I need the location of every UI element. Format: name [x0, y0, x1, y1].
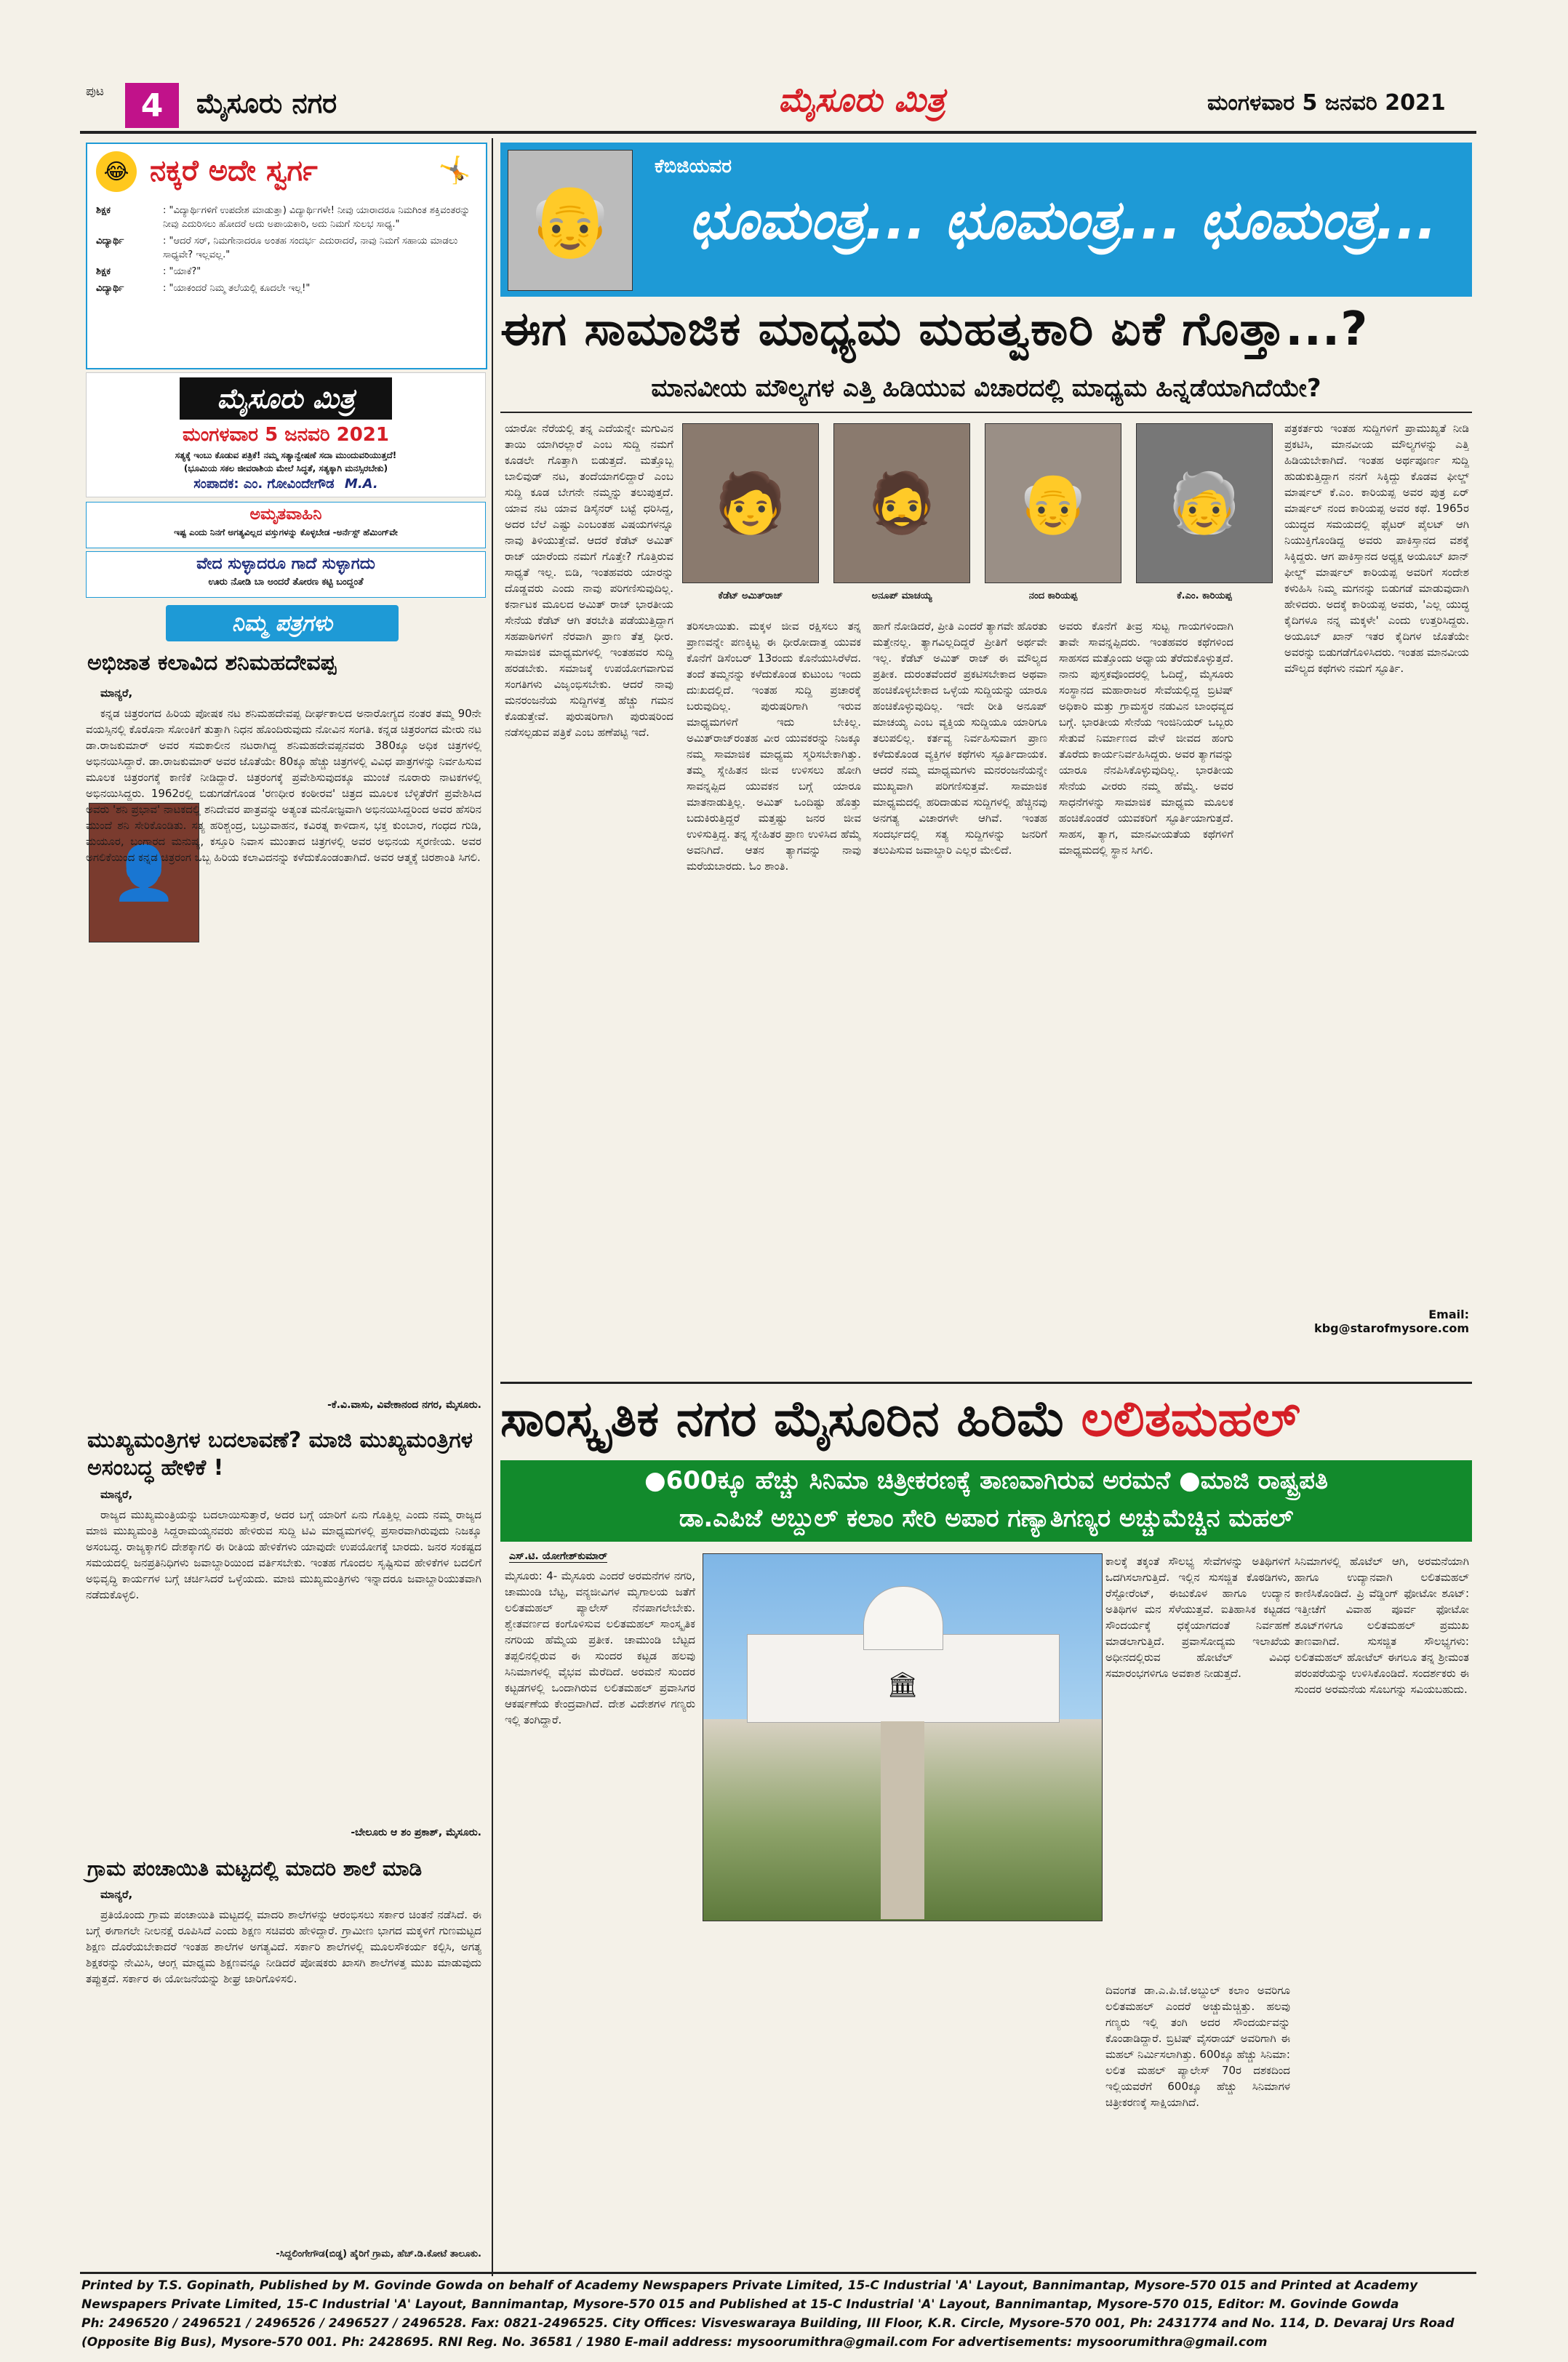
column-text-5: ಪತ್ರಕರ್ತರು ಇಂತಹ ಸುದ್ದಿಗಳಿಗೆ ಪ್ರಾಮುಖ್ಯತೆ ನೀಡಿ ಪ್ರಕಟಿಸಿ, ಮಾನವೀಯ ಮೌಲ್ಯಗಳನ್ನು ಎತ್ತಿ ಹಿಡಿಯಬೇಕಾಗಿದೆ. ಇಂತಹ ಅರ್ಥಪೂರ್ಣ ಸುದ್ದಿ ಹುಡುಕುತ್ತಿದ್ದಾಗ ನನಗೆ ಸಿಕ್ಕಿದ್ದು ಕೊಡವ ಫೀಲ್ಡ್ ಮಾರ್ಷಲ್ ಕೆ.ಎಂ. ಕಾರಿಯಪ್ಪ ಅವರ ಪುತ್ರ ಏರ್ ಮಾರ್ಷಲ್ ನಂದ ಕಾರಿಯಪ್ಪ ಅವರ ಕಥೆ. 1965ರ ಯುದ್ಧದ ಸಮಯದಲ್ಲಿ ಫೈಟರ್ ಪೈಲಟ್ ಆಗಿ ನಿಯುಕ್ತಿಗೊಂಡಿದ್ದ ಅವರು ಪಾಕಿಸ್ತಾನದ ವಶಕ್ಕೆ ಸಿಕ್ಕಿದ್ದರು. ಆಗ ಪಾಕಿಸ್ತಾನದ ಅಧ್ಯಕ್ಷ ಅಯೂಬ್ ಖಾನ್ ಫೀಲ್ಡ್ ಮಾರ್ಷಲ್ ಕಾರಿಯಪ್ಪ ಅವರಿಗೆ ಸಂದೇಶ ಕಳುಹಿಸಿ ನಿಮ್ಮ ಮಗನನ್ನು ಬಿಡುಗಡೆ ಮಾಡುವುದಾಗಿ ಹೇಳಿದರು. ಅದಕ್ಕೆ ಕಾರಿಯಪ್ಪ ಅವರು, 'ಎಲ್ಲ ಯುದ್ಧ ಕೈದಿಗಳೂ ನನ್ನ ಮಕ್ಕಳೇ' ಎಂದು ಉತ್ತರಿಸಿದ್ದರು. ಅಯೂಬ್ ಖಾನ್ ಇತರ ಕೈದಿಗಳ ಜೊತೆಯೇ ಅವರನ್ನು ಬಿಡುಗಡೆಗೊಳಿಸಿದರು. ಇಂತಹ ಮಾನವೀಯ ಮೌಲ್ಯದ ಕಥೆಗಳು ನಮಗೆ ಸ್ಫೂರ್ತಿ.: [1284, 422, 1469, 675]
column-title: ಛೂಮಂತ್ರ... ಛೂಮಂತ್ರ... ಛೂಮಂತ್ರ...: [689, 189, 1437, 252]
column-text-2: ತರಿಸಲಾಯಿತು. ಮಕ್ಕಳ ಜೀವ ರಕ್ಷಿಸಲು ತನ್ನ ಪ್ರಾಣವನ್ನೇ ಪಣಕ್ಕಿಟ್ಟ ಈ ಧೀರೋದಾತ್ತ ಯುವಕ ಕೊನೆಗೆ ಡಿಸೆಂಬರ್ 13ರಂದು ಕೊನೆಯುಸಿರೆಳೆದ. ತಂದೆ ತಮ್ಮನನ್ನು ಕಳೆದುಕೊಂಡ ಕುಟುಂಬ ಇಂದು ದುಃಖದಲ್ಲಿದೆ. ಇಂತಹ ಸುದ್ದಿ ಪ್ರಚಾರಕ್ಕೆ ಬರುವುದಿಲ್ಲ. ಪುರುಷರಿಗಾಗಿ ಇರುವ ಮಾಧ್ಯಮಗಳಿಗೆ ಇದು ಬೇಕಿಲ್ಲ. ಅಮಿತ್‌ರಾಜ್‌ರಂತಹ ವೀರ ಯುವಕರನ್ನು ನಿಜಕ್ಕೂ ನಮ್ಮ ಸಾಮಾಜಿಕ ಮಾಧ್ಯಮ ಸ್ಮರಿಸಬೇಕಾಗಿತ್ತು. ತಮ್ಮ ಸ್ನೇಹಿತನ ಜೀವ ಉಳಿಸಲು ಹೋಗಿ ಸಾವನ್ನಪ್ಪಿದ ಯುವಕನ ಬಗ್ಗೆ ಯಾರೂ ಮಾತನಾಡುತ್ತಿಲ್ಲ. ಅಮಿತ್ ಒಂದಿಷ್ಟು ಹೊತ್ತು ಬದುಕಿರುತ್ತಿದ್ದರೆ ಮತ್ತಷ್ಟು ಜನರ ಜೀವ ಉಳಿಸುತ್ತಿದ್ದ. ತನ್ನ ಸ್ನೇಹಿತರ ಪ್ರಾಣ ಉಳಿಸಿದ ಹೆಮ್ಮೆ ಅವನಿಗಿದೆ. ಆತನ ತ್ಯಾಗವನ್ನು ನಾವು ಮರೆಯಬಾರದು. ಓಂ ಶಾಂತಿ.: [687, 620, 861, 873]
humor-text: : "ಆದರೆ ಸರ್, ನಿಮಗೇನಾದರೂ ಅಂತಹ ಸಂದರ್ಭ ಎದುರಾದರೆ, ನಾವು ನಿಮಗೆ ಸಹಾಯ ಮಾಡಲು ಸಾಧ್ಯವೇ? ಇಲ್ಲವಲ್ಲ.": [163, 236, 458, 260]
photo-amitraj: [682, 423, 819, 601]
header-rule: [80, 131, 1476, 134]
amrutha-box: [86, 502, 486, 548]
lalitha-text-3: ದಿವಂಗತ ಡಾ.ಎ.ಪಿ.ಜೆ.ಅಬ್ದುಲ್ ಕಲಾಂ ಅವರಿಗೂ ಲಲಿತಮಹಲ್ ಎಂದರೆ ಅಚ್ಚುಮೆಚ್ಚಿತ್ತು. ಹಲವು ಗಣ್ಯರು ಇಲ್ಲಿ ತಂಗಿ ಅದರ ಸೌಂದರ್ಯವನ್ನು ಕೊಂಡಾಡಿದ್ದಾರೆ. ಬ್ರಿಟಿಷ್ ವೈಸರಾಯ್ ಅವರಿಗಾಗಿ ಈ ಮಹಲ್ ನಿರ್ಮಿಸಲಾಗಿತ್ತು. 600ಕ್ಕೂ ಹೆಚ್ಚು ಸಿನಿಮಾ: ಲಲಿತ ಮಹಲ್ ಪ್ಯಾಲೇಸ್ 70ರ ದಶಕದಿಂದ ಇಲ್ಲಿಯವರೆಗೆ 600ಕ್ಕೂ ಹೆಚ್ಚು ಸಿನಿಮಾಗಳ ಚಿತ್ರೀಕರಣಕ್ಕೆ ಸಾಕ್ಷಿಯಾಗಿದೆ.: [1105, 1984, 1290, 2109]
masthead-name: ಮೈಸೂರು ಮಿತ್ರ: [217, 382, 355, 415]
letter-signature: -ಕೆ.ವಿ.ವಾಸು, ವಿವೇಕಾನಂದ ನಗರ, ಮೈಸೂರು.: [327, 1399, 481, 1411]
humor-line: [96, 265, 476, 279]
letter-title: ಮುಖ್ಯಮಂತ್ರಿಗಳ ಬದಲಾವಣೆ? ಮಾಜಿ ಮುಖ್ಯಮಂತ್ರಿಗಳ ಅಸಂಬದ್ಧ ಹೇಳಿಕೆ !: [87, 1428, 473, 1481]
lalitha-banner: [500, 1460, 1472, 1542]
imprint-line-1: Printed by T.S. Gopinath, Published by M. Govinde Gowda on behalf of Academy Newspapers Private Limited, 15-C Industrial 'A' Layout, Bannimantap, Mysore-570 015 and Printed at Academy: [81, 2278, 1418, 2293]
letter-salutation: ಮಾನ್ಯರೆ,: [100, 686, 133, 700]
letter-salutation: ಮಾನ್ಯರೆ,: [100, 1488, 133, 1501]
letters-header-label: ನಿಮ್ಮ ಪತ್ರಗಳು: [231, 610, 333, 636]
person-icon: 🧔: [865, 469, 938, 537]
masthead-editor-suffix: M.A.: [344, 476, 378, 492]
palace-dome: [863, 1586, 943, 1650]
lalitha-headline: [500, 1390, 1472, 1454]
letter-salutation: ಮಾನ್ಯರೆ,: [100, 1888, 133, 1901]
letters-header: [86, 604, 484, 644]
column-divider: [492, 138, 493, 2276]
humor-lines: [96, 204, 476, 362]
photo-nanda: [985, 423, 1121, 601]
lalitha-text-2: ಕಾಲಕ್ಕೆ ತಕ್ಕಂತೆ ಸೌಲಭ್ಯ ಸೇವೆಗಳನ್ನು ಅತಿಥಿಗಳಿಗೆ ಒದಗಿಸಲಾಗುತ್ತಿದೆ. ಇಲ್ಲಿನ ಸುಸಜ್ಜಿತ ಕೊಠಡಿಗಳು, ರೆಸ್ಟೋರೆಂಟ್, ಈಜುಕೊಳ ಹಾಗೂ ಉದ್ಯಾನ ಅತಿಥಿಗಳ ಮನ ಸೆಳೆಯುತ್ತವೆ. ಐತಿಹಾಸಿಕ ಕಟ್ಟಡದ ಸೌಂದರ್ಯಕ್ಕೆ ಧಕ್ಕೆಯಾಗದಂತೆ ನಿರ್ವಹಣೆ ಮಾಡಲಾಗುತ್ತಿದೆ. ಪ್ರವಾಸೋದ್ಯಮ ಇಲಾಖೆಯ ಅಧೀನದಲ್ಲಿರುವ ಹೋಟೆಲ್ ವಿವಿಧ ಸಮಾರಂಭಗಳಿಗೂ ಅವಕಾಶ ನೀಡುತ್ತದೆ.: [1105, 1555, 1290, 1680]
photo-anoop: [833, 423, 970, 601]
page-label: ಪುಟ: [86, 84, 104, 99]
humor-box: [86, 143, 487, 369]
palace-icon: 🏛: [887, 1670, 919, 1700]
letter-body: ರಾಜ್ಯದ ಮುಖ್ಯಮಂತ್ರಿಯನ್ನು ಬದಲಾಯಿಸುತ್ತಾರೆ, ಅದರ ಬಗ್ಗೆ ಯಾರಿಗೆ ಏನು ಗೊತ್ತಿಲ್ಲ ಎಂದು ನಮ್ಮ ರಾಜ್ಯದ ಮಾಜಿ ಮುಖ್ಯಮಂತ್ರಿ ಸಿದ್ದರಾಮಯ್ಯನವರು ಹೇಳಿರುವ ಸುದ್ದಿ ಟಿವಿ ಮಾಧ್ಯಮಗಳಲ್ಲಿ ಪ್ರಸಾರವಾಗಿರುವುದು ನಿಜಕ್ಕೂ ಅಸಂಬದ್ಧ. ರಾಜ್ಯಕ್ಕಾಗಲಿ ದೇಶಕ್ಕಾಗಲಿ ಈ ರೀತಿಯ ಹೇಳಿಕೆಗಳು ಯಾವುದೇ ಉಪಯೋಗಕ್ಕೆ ಬಾರದು. ಜನರ ಸಂಕಷ್ಟದ ಸಮಯದಲ್ಲಿ ಜನಪ್ರತಿನಿಧಿಗಳು ಜವಾಬ್ದಾರಿಯಿಂದ ವರ್ತಿಸಬೇಕು. ಇಂತಹ ಗೊಂದಲ ಸೃಷ್ಟಿಸುವ ಹೇಳಿಕೆಗಳ ಬದಲಿಗೆ ಅಭಿವೃದ್ಧಿ ಕಾರ್ಯಗಳ ಬಗ್ಗೆ ಚರ್ಚಿಸಿದರೆ ಒಳ್ಳೆಯದು. ಮಾಜಿ ಮುಖ್ಯಮಂತ್ರಿಗಳು ಇನ್ನಾದರೂ ಜವಾಬ್ದಾರಿಯುತವಾಗಿ ನಡೆದುಕೊಳ್ಳಲಿ.: [86, 1508, 481, 1601]
proverb-title: ವೇದ ಸುಳ್ಳಾದರೂ ಗಾದೆ ಸುಳ್ಳಾಗದು: [196, 555, 375, 573]
letters-header-badge: [166, 605, 399, 641]
masthead-date: ಮಂಗಳವಾರ 5 ಜನವರಿ 2021: [182, 424, 389, 446]
photo-km: [1136, 423, 1273, 601]
letter-title: ಗ್ರಾಮ ಪಂಚಾಯಿತಿ ಮಟ್ಟದಲ್ಲಿ ಮಾದರಿ ಶಾಲೆ ಮಾಡಿ: [87, 1857, 423, 1881]
masthead-editor: ಸಂಪಾದಕ: ಎಂ. ಗೋವಿಂದೇಗೌಡ: [193, 476, 335, 492]
column-banner: [500, 143, 1472, 297]
photo-caption: ಕೆ.ಎಂ. ಕಾರಿಯಪ್ಪ: [1177, 590, 1232, 601]
humor-text: : "ಯಾಕೆ?": [163, 266, 201, 277]
header-date: ಮಂಗಳವಾರ 5 ಜನವರಿ 2021: [1207, 90, 1446, 116]
column-email: [1284, 1308, 1469, 1335]
masthead-logo: [180, 377, 392, 420]
page-header: [80, 80, 1476, 131]
column-author-label: ಕೆಬಿಜಿಯವರ: [655, 156, 732, 177]
letter-signature: -ಸಿದ್ದಲಿಂಗೇಗೌಡ(ಬಿಡ್ಡ) ಹೈರಿಗೆ ಗ್ರಾಮ, ಹೆಚ್.ಡಿ.ಕೋಟೆ ತಾಲೂಕು.: [276, 2249, 481, 2259]
section-title: ಮೈಸೂರು ನಗರ: [196, 87, 337, 119]
imprint: [81, 2276, 1476, 2356]
email-label: Email:: [1428, 1308, 1469, 1321]
imprint-line-3: Ph: 2496520 / 2496521 / 2496526 / 2496527 / 2496528. Fax: 0821-2496525. City Offices: Visveswaraya Building, III Floor, K.R. Circle, Mysore-570 001, Ph: 2431774 and No. 114, D. Devaraj Urs Road: [81, 2316, 1455, 2331]
page-number-box: [125, 83, 179, 128]
humor-text: : "ಯಾಕಂದರೆ ನಿಮ್ಮ ತಲೆಯಲ್ಲಿ ಕೂದಲೇ ಇಲ್ಲ!": [163, 283, 311, 294]
humor-title: ನಕ್ಕರೆ ಅದೇ ಸ್ವರ್ಗ: [150, 154, 318, 188]
person-icon: 🧓: [1168, 469, 1241, 537]
humor-speaker: ವಿದ್ಯಾರ್ಥಿ: [96, 283, 124, 294]
lalitha-headline-a: ಸಾಂಸ್ಕೃತಿಕ ನಗರ ಮೈಸೂರಿನ ಹಿರಿಮೆ: [500, 1390, 1066, 1448]
headline-rule: [500, 412, 1472, 413]
author-photo: [508, 150, 633, 291]
lalitha-banner-line-1: ●600ಕ್ಕೂ ಹೆಚ್ಚು ಸಿನಿಮಾ ಚಿತ್ರೀಕರಣಕ್ಕೆ ತಾಣವಾಗಿರುವ ಅರಮನೆ ●ಮಾಜಿ ರಾಷ್ಟ್ರಪತಿ: [644, 1466, 1329, 1495]
humor-speaker: ಶಿಕ್ಷಕ: [96, 266, 111, 277]
page-number: 4: [140, 87, 164, 124]
column-bottom-rule: [500, 1382, 1472, 1384]
lalitha-banner-line-2: ಡಾ.ಎಪಿಜೆ ಅಬ್ದುಲ್ ಕಲಾಂ ಸೇರಿ ಅಪಾರ ಗಣ್ಯಾತಿಗಣ್ಯರ ಅಚ್ಚುಮೆಚ್ಚಿನ ಮಹಲ್: [679, 1504, 1294, 1533]
palace-photo: [703, 1553, 1103, 1921]
palace-path: [881, 1721, 924, 1919]
letter-signature: -ಬೇಲೂರು ಆ ಶಂ ಪ್ರಕಾಶ್, ಮೈಸೂರು.: [351, 1827, 481, 1838]
humor-line: [96, 281, 476, 295]
column-headline: ಈಗ ಸಾಮಾಜಿಕ ಮಾಧ್ಯಮ ಮಹತ್ವಕಾರಿ ಏಕೆ ಗೊತ್ತಾ...?: [500, 303, 1369, 356]
amrutha-title: ಅಮೃತವಾಹಿನಿ: [249, 505, 322, 524]
humor-line: [96, 234, 476, 262]
person-icon: 👴: [1017, 469, 1089, 537]
lalitha-text-1: ಮೈಸೂರು: 4- ಮೈಸೂರು ಎಂದರೆ ಅರಮನೆಗಳ ನಗರಿ, ಚಾಮುಂಡಿ ಬೆಟ್ಟ, ವನ್ಯಜೀವಿಗಳ ಮೃಗಾಲಯ ಜತೆಗೆ ಲಲಿತಮಹಲ್ ಪ್ಯಾಲೇಸ್ ನೆನಪಾಗಲೇಬೇಕು. ಶ್ವೇತವರ್ಣದ ಕಂಗೊಳಿಸುವ ಲಲಿತಮಹಲ್ ಸಾಂಸ್ಕೃತಿಕ ನಗರಿಯ ಹೆಮ್ಮೆಯ ಪ್ರತೀಕ. ಚಾಮುಂಡಿ ಬೆಟ್ಟದ ತಪ್ಪಲಿನಲ್ಲಿರುವ ಈ ಸುಂದರ ಕಟ್ಟಡ ಹಲವು ಸಿನಿಮಾಗಳಲ್ಲಿ ವೈಭವ ಮೆರೆದಿದೆ. ಅರಮನೆ ಸುಂದರ ಕಟ್ಟಡಗಳಲ್ಲಿ ಒಂದಾಗಿರುವ ಲಲಿತಮಹಲ್ ಪ್ರವಾಸಿಗರ ಆಕರ್ಷಣೆಯ ಕೇಂದ್ರವಾಗಿದೆ. ದೇಶ ವಿದೇಶಗಳ ಗಣ್ಯರು ಇಲ್ಲಿ ತಂಗಿದ್ದಾರೆ.: [505, 1569, 695, 1726]
humor-line: [96, 204, 476, 231]
column-text-4: ಅವರು ಕೊನೆಗೆ ತೀವ್ರ ಸುಟ್ಟ ಗಾಯಗಳಿಂದಾಗಿ ತಾವೇ ಸಾವನ್ನಪ್ಪಿದರು. ಇಂತಹವರ ಕಥೆಗಳಿಂದ ಸಾಹಸದ ಮತ್ತೊಂದು ಅಧ್ಯಾಯ ತೆರೆದುಕೊಳ್ಳುತ್ತದೆ. ನಾನು ಪುಸ್ತಕವೊಂದರಲ್ಲಿ ಓದಿದ್ದೆ, ಮೈಸೂರು ಸಂಸ್ಥಾನದ ಮಹಾರಾಜರ ಸೇವೆಯಲ್ಲಿದ್ದ ಬ್ರಿಟಿಷ್ ಅಧಿಕಾರಿ ಮತ್ತು ಗ್ರಾಮಸ್ಥರ ನಡುವಿನ ಬಾಂಧವ್ಯದ ಬಗ್ಗೆ. ಭಾರತೀಯ ಸೇನೆಯ ಇಂಜಿನಿಯರ್ ಒಬ್ಬರು ಸೇತುವೆ ನಿರ್ಮಾಣದ ವೇಳೆ ಜೀವದ ಹಂಗು ತೊರೆದು ಕಾರ್ಯನಿರ್ವಹಿಸಿದ್ದರು. ಅವರ ತ್ಯಾಗವನ್ನು ಯಾರೂ ನೆನಪಿಸಿಕೊಳ್ಳುವುದಿಲ್ಲ. ಭಾರತೀಯ ಸೇನೆಯ ವೀರರು ನಮ್ಮ ಹೆಮ್ಮೆ. ಅವರ ಸಾಧನೆಗಳನ್ನು ಸಾಮಾಜಿಕ ಮಾಧ್ಯಮ ಮೂಲಕ ಹಂಚಿಕೊಂಡರೆ ಯುವಕರಿಗೆ ಸ್ಫೂರ್ತಿಯಾಗುತ್ತದೆ. ಸಾಹಸ, ತ್ಯಾಗ, ಮಾನವೀಯತೆಯ ಕಥೆಗಳಿಗೆ ಮಾಧ್ಯಮದಲ್ಲಿ ಸ್ಥಾನ ಸಿಗಲಿ.: [1059, 620, 1233, 857]
cartoon-man-icon: 🤸: [438, 156, 471, 185]
portrait-icon: 👤: [111, 841, 177, 903]
amrutha-quote: ಇಷ್ಟ ಎಂದು ನಿನಗೆ ಅಗತ್ಯವಿಲ್ಲದ ವಸ್ತುಗಳನ್ನು ಕೊಳ್ಳಬೇಡ -ಅರ್ನೆಸ್ಟ್ ಹೆಮಿಂಗ್‌ವೇ: [174, 527, 398, 537]
lalitha-headline-b: ಲಲಿತಮಹಲ್: [1081, 1390, 1300, 1448]
lalitha-text-4: ಸಿನಿಮಾಗಳಲ್ಲಿ ಹೊಟೆಲ್ ಆಗಿ, ಅರಮನೆಯಾಗಿ ಹಾಗೂ ಉದ್ಯಾನವಾಗಿ ಲಲಿತಮಹಲ್ ಕಾಣಿಸಿಕೊಂಡಿದೆ. ಪ್ರಿ ವೆಡ್ಡಿಂಗ್ ಫೋಟೋ ಶೂಟ್: ಇತ್ತೀಚೆಗೆ ವಿವಾಹ ಪೂರ್ವ ಫೋಟೋ ಶೂಟ್‌ಗಳಿಗೂ ಲಲಿತಮಹಲ್ ಪ್ರಮುಖ ತಾಣವಾಗಿದೆ. ಸುಸಜ್ಜಿತ ಸೌಲಭ್ಯಗಳು: ಲಲಿತಮಹಲ್ ಹೋಟೆಲ್ ಈಗಲೂ ತನ್ನ ಶ್ರೀಮಂತ ಪರಂಪರೆಯನ್ನು ಉಳಿಸಿಕೊಂಡಿದೆ. ಸಂದರ್ಶಕರು ಈ ಸುಂದರ ಅರಮನೆಯ ಸೊಬಗನ್ನು ಸವಿಯಬಹುದು.: [1295, 1555, 1469, 1696]
humor-title-bar: [92, 148, 479, 193]
letter-1: [86, 650, 484, 1421]
humor-speaker: ವಿದ್ಯಾರ್ಥಿ: [96, 236, 124, 247]
column-text-1: ಯಾರೋ ನೆರೆಯಲ್ಲಿ ತನ್ನ ಎದೆಯನ್ನೇ ಮಗುವಿನ ತಾಯಿ ಯಾಗಿರಲ್ಲಾರೆ ಎಂಬ ಸುದ್ದಿ ನಮಗೆ ಕೂಡಲೇ ಗೊತ್ತಾಗಿ ಬಿಡುತ್ತದೆ. ಮತ್ತೊಬ್ಬ ಬಾಲಿವುಡ್ ನಟ, ತಂದೆಯಾಗಲಿದ್ದಾರೆ ಎಂಬ ಸುದ್ದಿ ಕೂಡ ಬೇಗನೇ ನಮ್ಮನ್ನು ತಲುಪುತ್ತದೆ. ಯಾವ ನಟ ಯಾವ ಡಿಸೈನರ್ ಬಟ್ಟೆ ಧರಿಸಿದ್ದ, ಅದರ ಬೆಲೆ ಎಷ್ಟು ಎಂಬಂತಹ ವಿಷಯಗಳನ್ನೂ ನಾವು ತಿಳಿಯುತ್ತೇವೆ. ಆದರೆ ಕೆಡೆಟ್ ಅಮಿತ್ ರಾಜ್ ಯಾರೆಂದು ನಮಗೆ ಗೊತ್ತೇ? ಗೊತ್ತಿರುವ ಸಾಧ್ಯತೆ ಇಲ್ಲ. ಬಿಡಿ, ಇಂತಹವರು ಯಾರನ್ನು ದೊಡ್ಡವರು ಎಂದು ನಾವು ಪರಿಗಣಿಸುವುದಿಲ್ಲ. ಕರ್ನಾಟಕ ಮೂಲದ ಅಮಿತ್ ರಾಜ್ ಭಾರತೀಯ ಸೇನೆಯ ಕೆಡೆಟ್ ಆಗಿ ತರಬೇತಿ ಪಡೆಯುತ್ತಿದ್ದಾಗ ಸಹಪಾಠಿಗಳಿಗೆ ನೆರವಾಗಿ ಪ್ರಾಣ ತೆತ್ತ ಧೀರ. ಸಾಮಾಜಿಕ ಮಾಧ್ಯಮಗಳಲ್ಲಿ ಇಂತಹವರ ಸುದ್ದಿ ಹರಡಬೇಕು. ಸಮಾಜಕ್ಕೆ ಉಪಯೋಗವಾಗುವ ಸಂಗತಿಗಳು ವಿಜೃಂಭಿಸಬೇಕು. ಆದರೆ ನಾವು ಮನರಂಜನೆಯ ಸುದ್ದಿಗಳತ್ತ ಹೆಚ್ಚು ಗಮನ ಕೊಡುತ್ತೇವೆ. ಪುರುಷರಿಗಾಗಿ ಪುರುಷರಿಂದ ನಡೆಸಲ್ಪಡುವ ಪತ್ರಿಕೆ ಎಂಬ ಹಣೆಪಟ್ಟಿ ಇದೆ.: [505, 422, 673, 739]
person-icon: 🧑: [714, 469, 787, 537]
masthead-tagline: ಸತ್ಯಕ್ಕೆ ಇಂಬು ಕೊಡುವ ಪತ್ರಿಕೆ! ನಮ್ಮ ಸತ್ಯಾನ್ವೇಷಣೆ ಸದಾ ಮುಂದುವರಿಯುತ್ತದೆ!: [175, 450, 397, 460]
author-portrait-icon: 👴: [527, 179, 614, 261]
masthead-title: ಮೈಸೂರು ಮಿತ್ರ: [778, 80, 945, 119]
proverb-text: ಊರು ನೋಡಿ ಬಾ ಅಂದರೆ ತೋರಣ ಕಟ್ಟಿ ಬಂದ್ದಂತೆ: [208, 577, 364, 588]
letter-body: ಕನ್ನಡ ಚಿತ್ರರಂಗದ ಹಿರಿಯ ಪೋಷಕ ನಟ ಶನಿಮಹದೇವಪ್ಪ ದೀರ್ಘಕಾಲದ ಅನಾರೋಗ್ಯದ ನಂತರ ತಮ್ಮ 90ನೇ ವಯಸ್ಸಿನಲ್ಲಿ ಕೊರೊನಾ ಸೋಂಕಿಗೆ ತುತ್ತಾಗಿ ನಿಧನ ಹೊಂದಿರುವುದು ನೋವಿನ ಸಂಗತಿ. ಕನ್ನಡ ಚಿತ್ರರಂಗದ ಮೇರು ನಟ ಡಾ.ರಾಜಕುಮಾರ್ ಅವರ ಸಮಕಾಲೀನ ನಟರಾಗಿದ್ದ ಶನಿಮಹದೇವಪ್ಪನವರು 380ಕ್ಕೂ ಅಧಿಕ ಚಿತ್ರಗಳಲ್ಲಿ ಅಭಿನಯಿಸಿದ್ದಾರೆ. ಡಾ.ರಾಜಕುಮಾರ್ ಅವರ ಜೊತೆಯೇ 80ಕ್ಕೂ ಹೆಚ್ಚು ಚಿತ್ರಗಳಲ್ಲಿ ವಿವಿಧ ಪಾತ್ರಗಳನ್ನು ನಿರ್ವಹಿಸುವ ಮೂಲಕ ಚಿತ್ರರಂಗಕ್ಕೆ ಕಾಣಿಕೆ ನೀಡಿದ್ದಾರೆ. ಚಿತ್ರರಂಗಕ್ಕೆ ಪ್ರವೇಶಿಸುವುದಕ್ಕೂ ಮುಂಚೆ ನೂರಾರು ನಾಟಕಗಳಲ್ಲಿ ಅಭಿನಯಿಸಿದ್ದರು. 1962ರಲ್ಲಿ ಬಿಡುಗಡೆಗೊಂಡ 'ರಣಧೀರ ಕಂಠೀರವ' ಚಿತ್ರದ ಮೂಲಕ ಬೆಳ್ಳಿತೆರೆಗೆ ಪ್ರವೇಶಿಸಿದ ಅವರು 'ಶನಿ ಪ್ರಭಾವ' ನಾಟಕದಲ್ಲಿ ಶನಿದೇವರ ಪಾತ್ರವನ್ನು ಅತ್ಯಂತ ಮನೋಜ್ಞವಾಗಿ ಅಭಿನಯಿಸಿದ್ದರಿಂದ ಅವರ ಹೆಸರಿನ ಮುಂದೆ ಶನಿ ಸೇರಿಕೊಂಡಿತು. ಸತ್ಯ ಹರಿಶ್ಚಂದ್ರ, ಬಬ್ರುವಾಹನ, ಕವಿರತ್ನ ಕಾಳಿದಾಸ, ಭಕ್ತ ಕುಂಬಾರ, ಗಂಧದ ಗುಡಿ, ಮಯೂರ, ಬಂಗಾರದ ಮನುಷ್ಯ, ಕಸ್ತೂರಿ ನಿವಾಸ ಮುಂತಾದ ಚಿತ್ರಗಳಲ್ಲಿ ಅವರ ಅಭಿನಯ ಸ್ಮರಣೀಯ. ಅವರ ಅಗಲಿಕೆಯಿಂದ ಕನ್ನಡ ಚಿತ್ರರಂಗ ಒಬ್ಬ ಹಿರಿಯ ಕಲಾವಿದನನ್ನು ಕಳೆದುಕೊಂಡಂತಾಗಿದೆ. ಅವರ ಆತ್ಮಕ್ಕೆ ಚಿರಶಾಂತಿ ಸಿಗಲಿ.: [86, 707, 481, 864]
column-subheadline: ಮಾನವೀಯ ಮೌಲ್ಯಗಳ ಎತ್ತಿ ಹಿಡಿಯುವ ವಿಚಾರದಲ್ಲಿ ಮಾಧ್ಯಮ ಹಿನ್ನಡೆಯಾಗಿದೆಯೇ?: [651, 374, 1321, 403]
letter-2: [86, 1427, 484, 1849]
column-text-3: ಹಾಗೆ ನೋಡಿದರೆ, ಪ್ರೀತಿ ಎಂದರೆ ತ್ಯಾಗವೇ ಹೊರತು ಮತ್ತೇನಲ್ಲ. ತ್ಯಾಗವಿಲ್ಲದಿದ್ದರೆ ಪ್ರೀತಿಗೆ ಅರ್ಥವೇ ಇಲ್ಲ. ಕೆಡೆಟ್ ಅಮಿತ್ ರಾಜ್ ಈ ಮೌಲ್ಯದ ಪ್ರತೀಕ. ದುರಂತವೆಂದರೆ ಪ್ರಕಟಿಸಬೇಕಾದ ಅಥವಾ ಹಂಚಿಕೊಳ್ಳಬೇಕಾದ ಒಳ್ಳೆಯ ಸುದ್ದಿಯನ್ನು ಯಾರೂ ಹಂಚಿಕೊಳ್ಳುವುದಿಲ್ಲ. ಇದೇ ರೀತಿ ಅನೂಪ್ ಮಾಚಯ್ಯ ಎಂಬ ವ್ಯಕ್ತಿಯ ಸುದ್ದಿಯೂ ಯಾರಿಗೂ ತಲುಪಲಿಲ್ಲ. ಕರ್ತವ್ಯ ನಿರ್ವಹಿಸುವಾಗ ಪ್ರಾಣ ಕಳೆದುಕೊಂಡ ವ್ಯಕ್ತಿಗಳ ಕಥೆಗಳು ಸ್ಫೂರ್ತಿದಾಯಕ. ಆದರೆ ನಮ್ಮ ಮಾಧ್ಯಮಗಳು ಮನರಂಜನೆಯನ್ನೇ ಮುಖ್ಯವಾಗಿ ಪರಿಗಣಿಸುತ್ತವೆ. ಸಾಮಾಜಿಕ ಮಾಧ್ಯಮದಲ್ಲಿ ಹರಿದಾಡುವ ಸುದ್ದಿಗಳಲ್ಲಿ ಹೆಚ್ಚಿನವು ಅನಗತ್ಯ ವಿಚಾರಗಳೇ ಆಗಿವೆ. ಇಂತಹ ಸಂದರ್ಭದಲ್ಲಿ ಸತ್ಯ ಸುದ್ದಿಗಳನ್ನು ಜನರಿಗೆ ತಲುಪಿಸುವ ಜವಾಬ್ದಾರಿ ಎಲ್ಲರ ಮೇಲಿದೆ.: [873, 620, 1047, 857]
masthead-tagline-2: (ಭೂಮಿಯ ಸಕಲ ಜೀವರಾಶಿಯ ಮೇಲೆ ಸಿದ್ಧತೆ, ಸತ್ಯಕ್ಕಾಗಿ ಮನಸ್ಸಿರಬೇಕು): [183, 463, 388, 473]
humor-speaker: ಶಿಕ್ಷಕ: [96, 205, 111, 216]
letter-body: ಪ್ರತಿಯೊಂದು ಗ್ರಾಮ ಪಂಚಾಯಿತಿ ಮಟ್ಟದಲ್ಲಿ ಮಾದರಿ ಶಾಲೆಗಳನ್ನು ಆರಂಭಿಸಲು ಸರ್ಕಾರ ಚಿಂತನೆ ನಡೆಸಿದೆ. ಈ ಬಗ್ಗೆ ಈಗಾಗಲೇ ನೀಲನಕ್ಷೆ ರೂಪಿಸಿದೆ ಎಂದು ಶಿಕ್ಷಣ ಸಚಿವರು ಹೇಳಿದ್ದಾರೆ. ಗ್ರಾಮೀಣ ಭಾಗದ ಮಕ್ಕಳಿಗೆ ಗುಣಮಟ್ಟದ ಶಿಕ್ಷಣ ದೊರೆಯಬೇಕಾದರೆ ಇಂತಹ ಶಾಲೆಗಳ ಅಗತ್ಯವಿದೆ. ಸರ್ಕಾರಿ ಶಾಲೆಗಳಲ್ಲಿ ಮೂಲಸೌಕರ್ಯ ಕಲ್ಪಿಸಿ, ಅಗತ್ಯ ಶಿಕ್ಷಕರನ್ನು ನೇಮಿಸಿ, ಆಂಗ್ಲ ಮಾಧ್ಯಮ ಶಿಕ್ಷಣವನ್ನೂ ನೀಡಿದರೆ ಪೋಷಕರು ಖಾಸಗಿ ಶಾಲೆಗಳತ್ತ ಮುಖ ಮಾಡುವುದು ತಪ್ಪುತ್ತದೆ. ಸರ್ಕಾರ ಈ ಯೋಜನೆಯನ್ನು ಶೀಘ್ರ ಜಾರಿಗೊಳಿಸಲಿ.: [86, 1908, 481, 1985]
humor-text: : "ವಿದ್ಯಾರ್ಥಿಗಳಿಗೆ ಉಪದೇಶ ಮಾಡುತ್ತಾ) ವಿದ್ಯಾರ್ಥಿಗಳೇ! ನೀವು ಯಾರಾದರೂ ನಿಮಗಿಂತ ಶಕ್ತಿವಂತರನ್ನು ನೀವು ಎದುರಿಸಲು ಹೋದರೆ ಅದು ಅಪಾಯಕಾರಿ, ಅದು ನಿಮಗೆ ಸುಲಭ ಸಾಧ್ಯ.": [163, 205, 471, 230]
photo-caption: ಅನೂಪ್ ಮಾಚಯ್ಯ: [871, 590, 932, 601]
photo-caption: ನಂದ ಕಾರಿಯಪ್ಪ: [1028, 590, 1078, 601]
masthead-editor-line: [87, 476, 485, 492]
lalitha-byline: ಎಸ್.ಟಿ. ಯೋಗೇಶ್‌ಕುಮಾರ್: [509, 1550, 608, 1562]
footer-rule: [80, 2272, 1476, 2274]
letter-title: ಅಭಿಜಾತ ಕಲಾವಿದ ಶನಿಮಹದೇವಪ್ಪ: [87, 650, 337, 676]
imprint-line-4: (Opposite Big Bus), Mysore-570 001. Ph: 2428695. RNI Reg. No. 36581 / 1980 E-mail address: mysoorumithra@gmail.com For advertisements: mysoorumithra@gmail.com: [81, 2335, 1268, 2350]
proverb-box: [86, 551, 486, 598]
email-address: kbg@starofmysore.com: [1314, 1321, 1469, 1335]
masthead-box: [86, 372, 486, 497]
photo-caption: ಕೆಡೆಟ್ ಅಮಿತ್‌ರಾಜ್: [718, 590, 783, 601]
column-photos: [682, 423, 1276, 605]
laughing-face-icon: 😂: [96, 151, 137, 192]
imprint-line-2: Newspapers Private Limited, 15-C Industrial 'A' Layout, Bannimantap, Mysore-570 015 and Published at 15-C Industrial 'A' Layout, Bannimantap, Mysore-570 015, Editor: M. Govinde Gowda: [81, 2297, 1399, 2312]
letter-3: [86, 1856, 484, 2270]
